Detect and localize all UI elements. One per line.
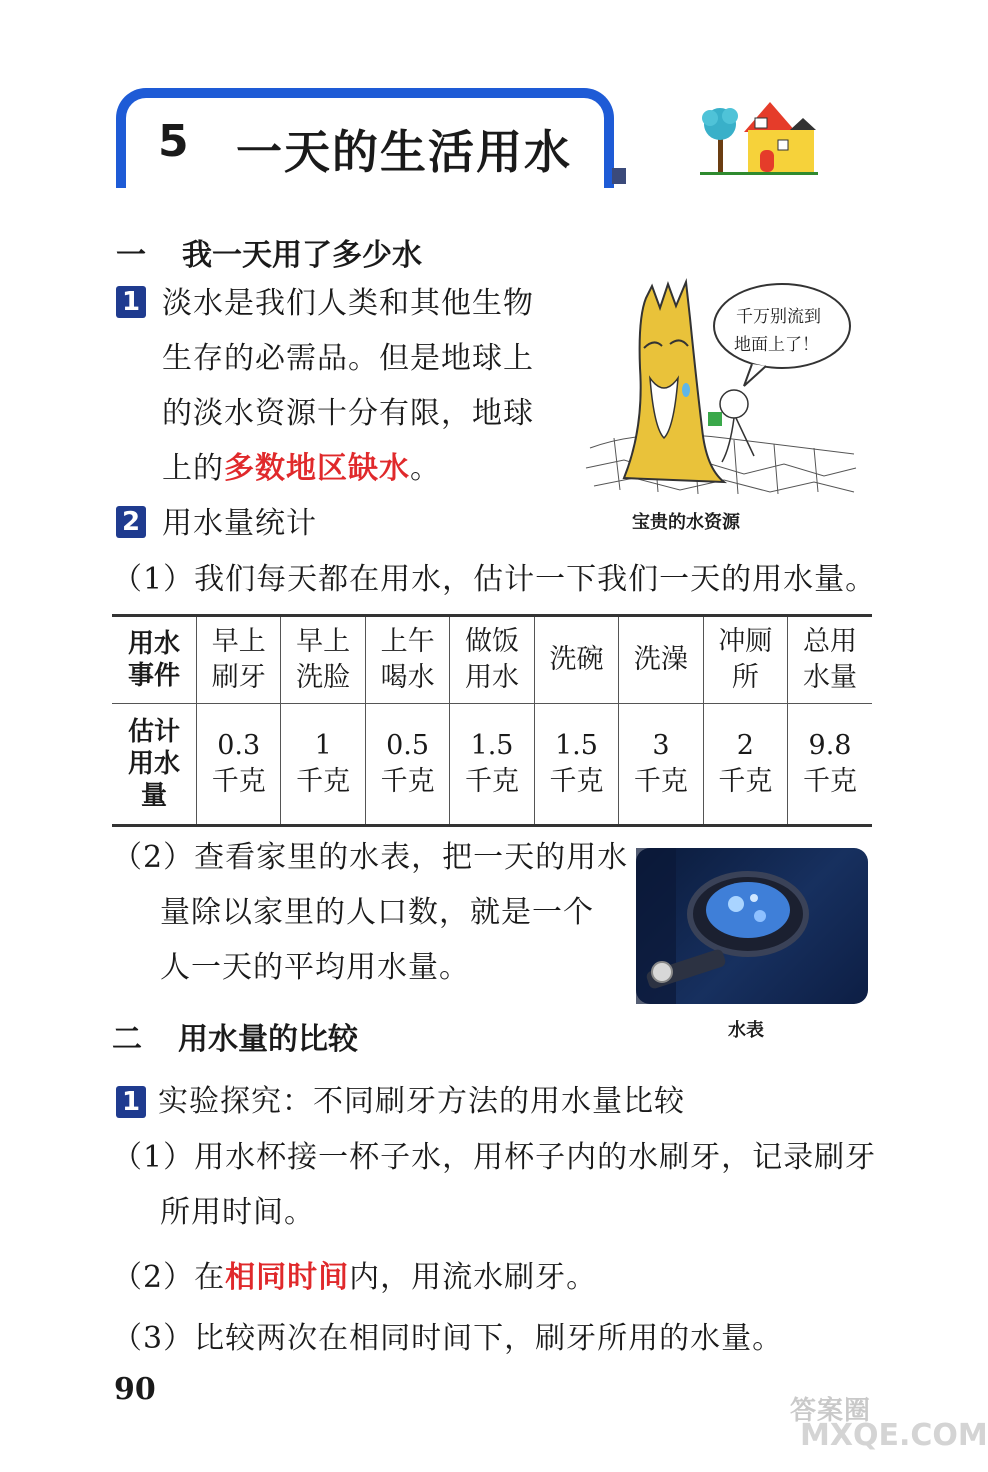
table-row-header — [112, 704, 197, 826]
cell-line: 9.8 — [808, 730, 852, 761]
photo-caption: 水表 — [728, 1020, 764, 1041]
paragraph-line: 量除以家里的人口数，就是一个 — [160, 895, 594, 930]
cell-line: 2 — [736, 730, 754, 761]
table-cell — [703, 704, 787, 826]
section1-title: 我一天用了多少水 — [182, 238, 422, 273]
paragraph-line: （3）比较两次在相同时间下，刷牙所用的水量。 — [112, 1321, 784, 1356]
table-cell — [281, 616, 365, 704]
table-cell — [365, 616, 449, 704]
step2-paragraph — [112, 830, 632, 995]
water-meter-photo — [636, 848, 868, 1004]
text-fragment: （2）在 — [112, 1260, 226, 1295]
paragraph-line — [162, 441, 592, 496]
header-line: 估计 — [127, 717, 180, 747]
item2-title: 用水量统计 — [162, 506, 317, 541]
cell-line: 所 — [731, 662, 759, 693]
house-tree-icon — [700, 96, 818, 176]
cell-line: 早上 — [211, 626, 266, 657]
cell-line: 刷牙 — [211, 662, 266, 693]
speech-line-2: 地面上了！ — [734, 335, 819, 355]
cell-line: 1.5 — [554, 730, 598, 761]
cell-line: 0.3 — [217, 730, 261, 761]
cell-line: 千克 — [380, 766, 435, 797]
highlight-text: 多数地区缺水 — [224, 451, 410, 486]
tree-illustration — [584, 278, 860, 500]
table-cell — [197, 704, 281, 826]
cell-line: 早上 — [296, 626, 351, 657]
table-cell — [450, 704, 534, 826]
cell-line: 千克 — [296, 766, 351, 797]
table-cell — [365, 704, 449, 826]
experiment-steps — [112, 1130, 892, 1366]
text-fragment: 内，用流水刷牙。 — [349, 1260, 598, 1295]
cell-line: 喝水 — [380, 662, 435, 693]
cell-line: 1 — [314, 730, 332, 761]
cell-line: 千克 — [718, 766, 773, 797]
water-usage-table — [112, 614, 872, 827]
experiment-title: 实验探究：不同刷牙方法的用水量比较 — [158, 1084, 685, 1119]
page-number: 90 — [114, 1372, 156, 1407]
table-cell — [534, 704, 618, 826]
cell-line: 0.5 — [386, 730, 430, 761]
cell-line: 洗澡 — [633, 644, 688, 675]
cell-line: 3 — [652, 730, 670, 761]
section1-marker: 一 — [116, 238, 146, 273]
lesson-number: 5 — [158, 116, 189, 167]
text-fragment: 上的 — [162, 451, 224, 486]
table-cell — [703, 616, 787, 704]
paragraph-line: （1）用水杯接一杯子水，用杯子内的水刷牙，记录刷牙 — [112, 1140, 877, 1175]
highlight-text: 相同时间 — [225, 1260, 350, 1295]
cell-line: 上午 — [380, 626, 435, 657]
banner-tab — [612, 168, 626, 184]
table-cell — [788, 616, 872, 704]
cell-line: 千克 — [465, 766, 520, 797]
section2-badge-wrap — [116, 1086, 146, 1118]
header-line: 用水 — [127, 749, 180, 779]
cell-line: 洗脸 — [296, 662, 351, 693]
table-cell — [619, 616, 703, 704]
cell-line: 做饭 — [465, 626, 520, 657]
header-line: 量 — [140, 781, 167, 811]
header-line: 用水 — [127, 629, 180, 659]
item2-badge-wrap — [116, 506, 146, 538]
paragraph-line: 所用时间。 — [160, 1195, 315, 1230]
cell-line: 冲厕 — [718, 626, 773, 657]
item1-badge-wrap — [116, 286, 146, 318]
cell-line: 1.5 — [470, 730, 514, 761]
table-cell — [534, 616, 618, 704]
table-cell — [197, 616, 281, 704]
paragraph-line — [112, 1250, 892, 1305]
table-cell — [619, 704, 703, 826]
header-line: 事件 — [127, 661, 180, 691]
item-badge: 1 — [116, 1086, 146, 1118]
water-meter-icon — [636, 848, 868, 1004]
watermark-url: MXQE.COM — [800, 1418, 988, 1453]
step1-text: （1）我们每天都在用水，估计一下我们一天的用水量。 — [112, 562, 877, 597]
cell-line: 千克 — [803, 766, 858, 797]
cell-line: 水量 — [803, 662, 858, 693]
lesson-title: 一天的生活用水 — [236, 125, 572, 179]
table-row — [112, 616, 872, 704]
section2-title: 用水量的比较 — [178, 1022, 358, 1057]
cell-line: 千克 — [633, 766, 688, 797]
cell-line: 总用 — [803, 626, 858, 657]
speech-line-1: 千万别流到 — [736, 307, 821, 327]
section2-marker: 二 — [112, 1022, 142, 1057]
table-cell — [788, 704, 872, 826]
text-fragment: 。 — [410, 451, 441, 486]
table-row — [112, 704, 872, 826]
cell-line: 洗碗 — [549, 644, 604, 675]
cell-line: 用水 — [465, 662, 520, 693]
watermark-text: 答案圈 — [790, 1396, 872, 1426]
item-badge: 1 — [116, 286, 146, 318]
paragraph-line: 生存的必需品。但是地球上 — [162, 341, 534, 376]
paragraph-line: 的淡水资源十分有限，地球 — [162, 396, 534, 431]
cell-line: 千克 — [211, 766, 266, 797]
item-badge: 2 — [116, 506, 146, 538]
table-cell — [281, 704, 365, 826]
table-row-header — [112, 616, 197, 704]
cell-line: 千克 — [549, 766, 604, 797]
paragraph-line: 人一天的平均用水量。 — [160, 950, 470, 985]
item1-paragraph — [162, 276, 592, 496]
paragraph-line: 淡水是我们人类和其他生物 — [162, 286, 534, 321]
table-cell — [450, 616, 534, 704]
illustration-caption: 宝贵的水资源 — [632, 512, 740, 533]
paragraph-line: （2）查看家里的水表，把一天的用水 — [112, 840, 629, 875]
